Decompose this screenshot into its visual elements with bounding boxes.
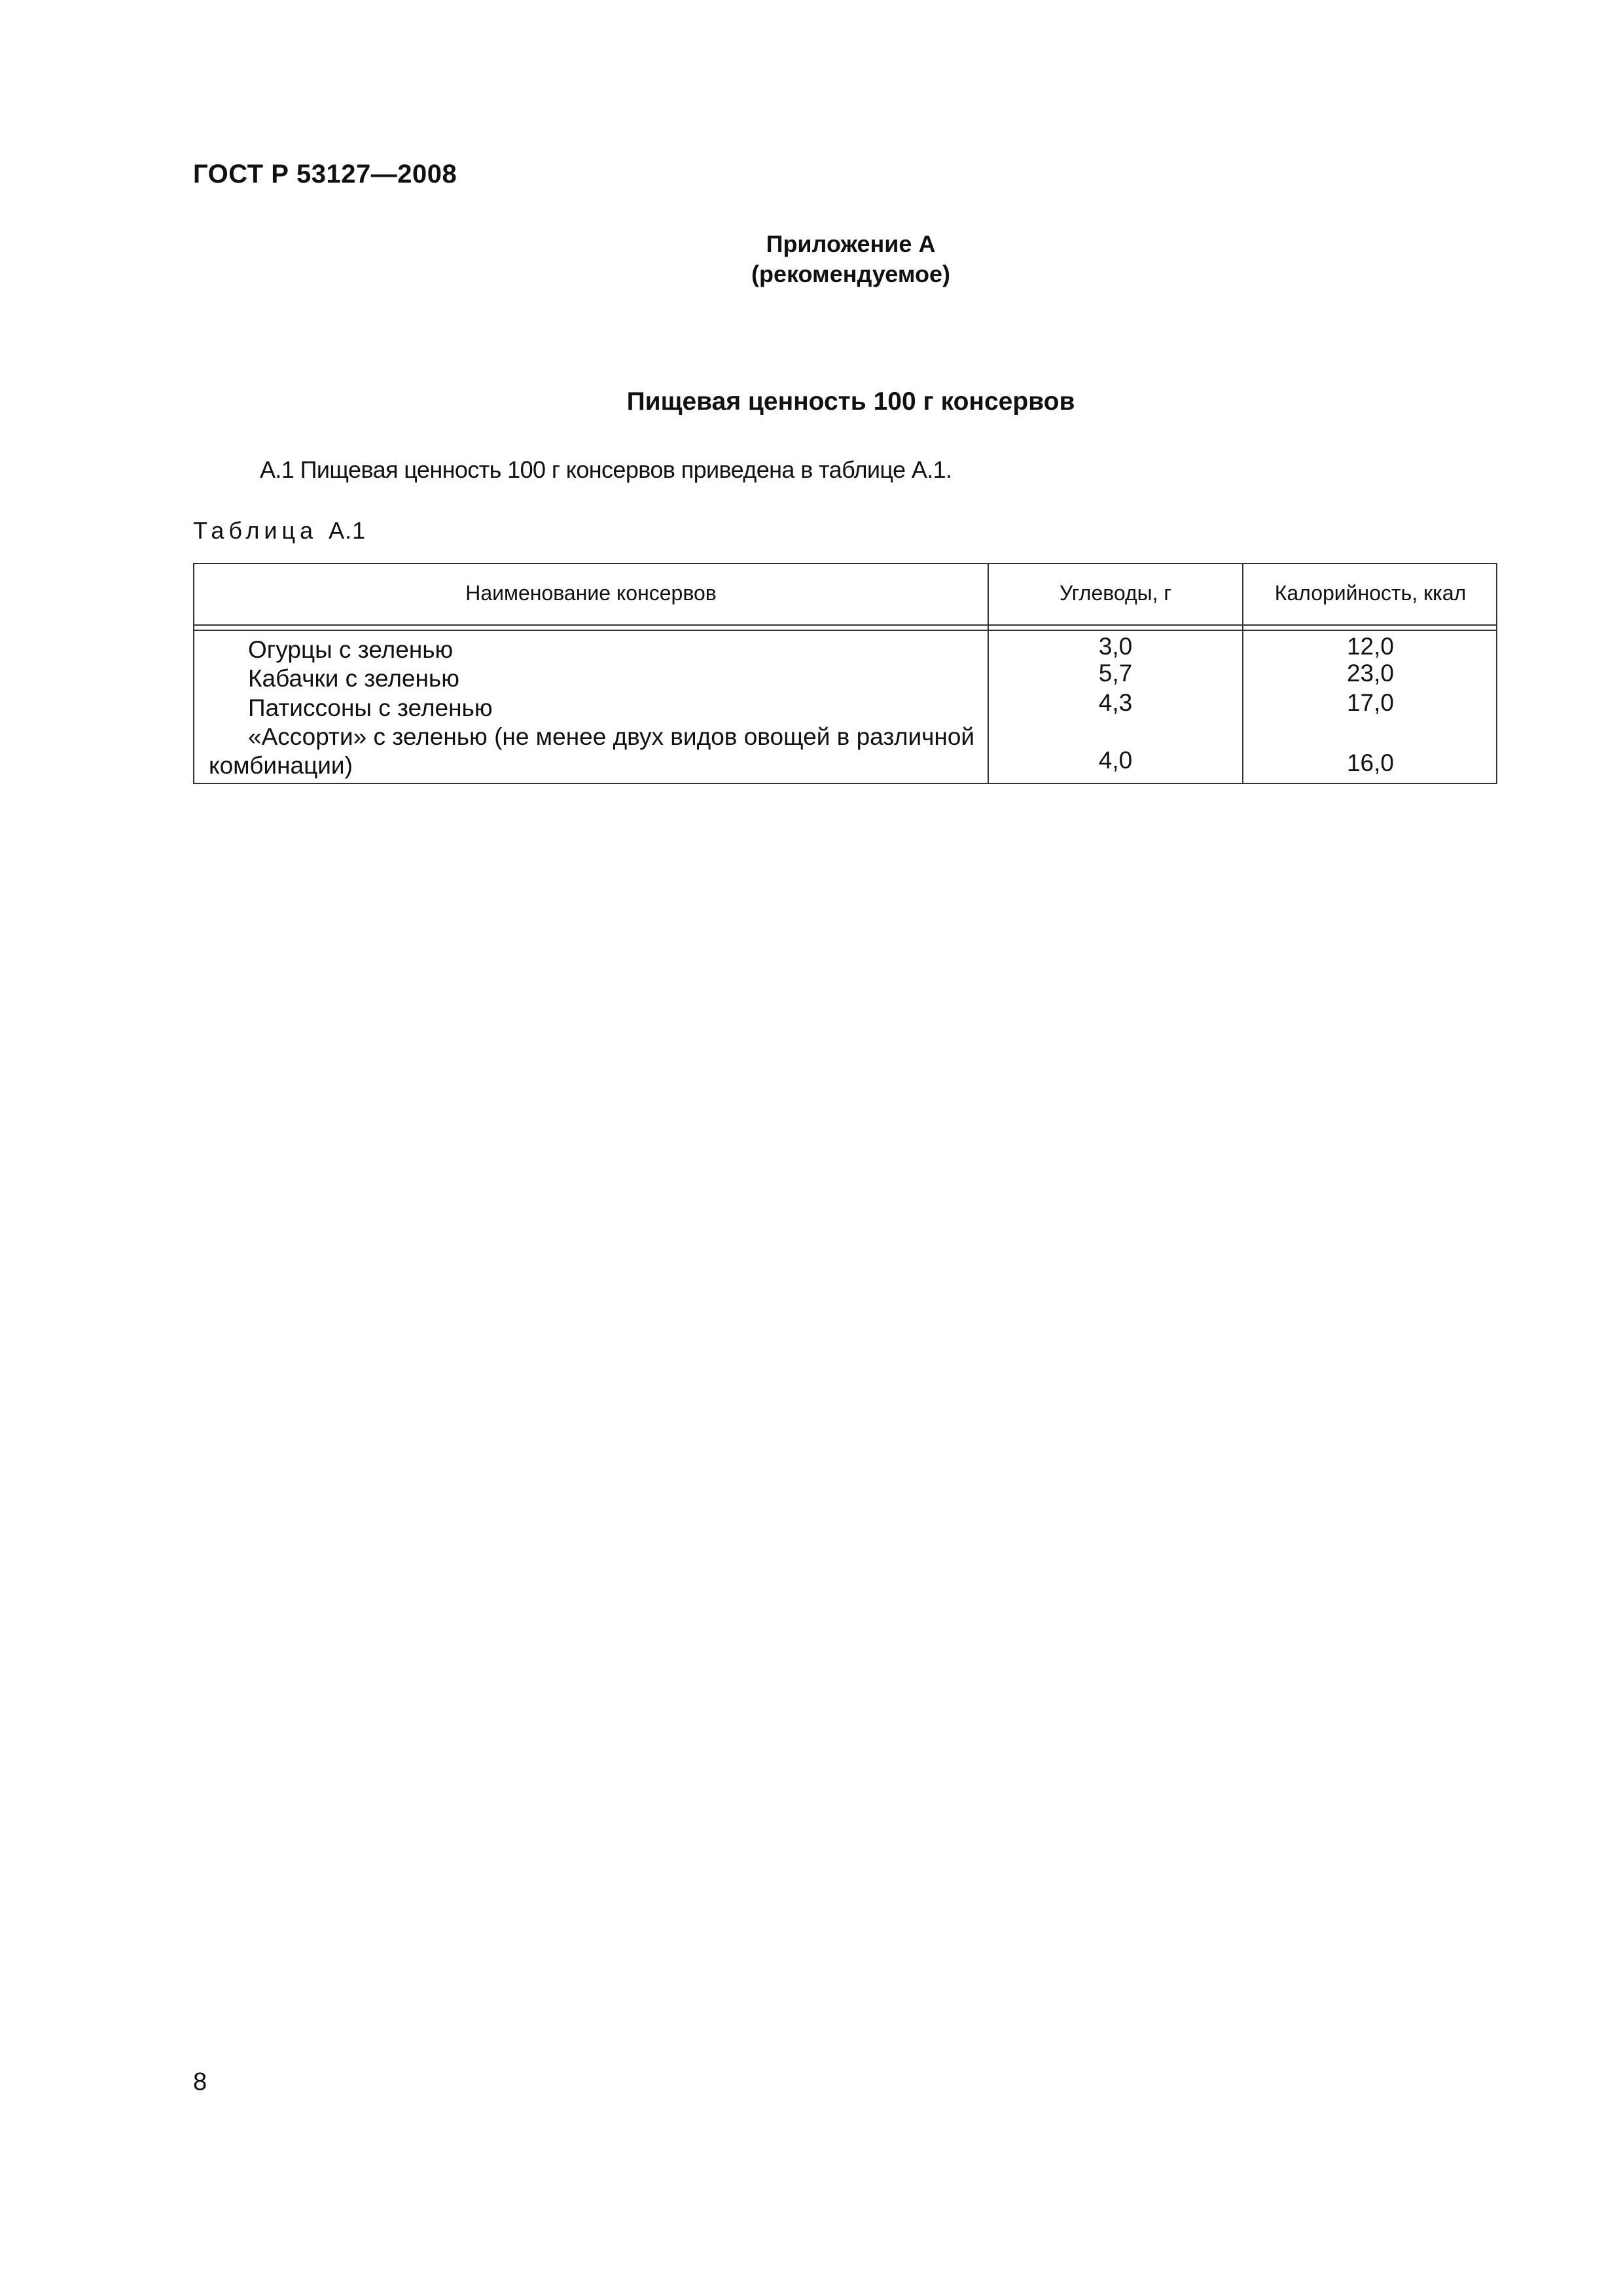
table-row-carbs: 4,0	[1098, 747, 1133, 774]
table-caption-word: Таблица	[193, 517, 318, 544]
table-row-name: Патиссоны с зеленью	[248, 694, 493, 721]
table-row-name-continuation: комбинации)	[209, 752, 353, 779]
appendix-status: (рекомендуемое)	[751, 260, 950, 287]
appendix-title: Приложение А	[766, 230, 936, 257]
table-row-name: Кабачки с зеленью	[248, 665, 459, 692]
table-row-calories: 12,0	[1346, 633, 1394, 660]
table-row-calories: 17,0	[1346, 689, 1394, 716]
table-caption-number: А.1	[329, 517, 366, 544]
table-row-name: Огурцы с зеленью	[248, 636, 454, 663]
header-carbs: Углеводы, г	[1059, 581, 1172, 605]
document-code: ГОСТ Р 53127—2008	[193, 160, 457, 188]
table-row-calories: 16,0	[1346, 749, 1394, 776]
header-rule	[194, 630, 1496, 631]
table-row-carbs: 3,0	[1098, 633, 1133, 660]
header-calories: Калорийность, ккал	[1274, 581, 1467, 605]
header-name: Наименование консервов	[465, 581, 717, 605]
table-row-calories: 23,0	[1346, 660, 1394, 687]
table-row-carbs: 4,3	[1098, 689, 1133, 716]
intro-paragraph: А.1 Пищевая ценность 100 г консервов приведена в таблице А.1.	[260, 456, 952, 483]
table-row-name: «Ассорти» с зеленью (не менее двух видов овощей в различной	[248, 723, 975, 750]
page-number: 8	[193, 2068, 207, 2096]
header-rule	[194, 624, 1496, 626]
table-row-carbs: 5,7	[1098, 660, 1133, 687]
nutrition-table	[193, 563, 1497, 784]
table-caption	[193, 517, 366, 545]
section-title: Пищевая ценность 100 г консервов	[626, 387, 1075, 416]
